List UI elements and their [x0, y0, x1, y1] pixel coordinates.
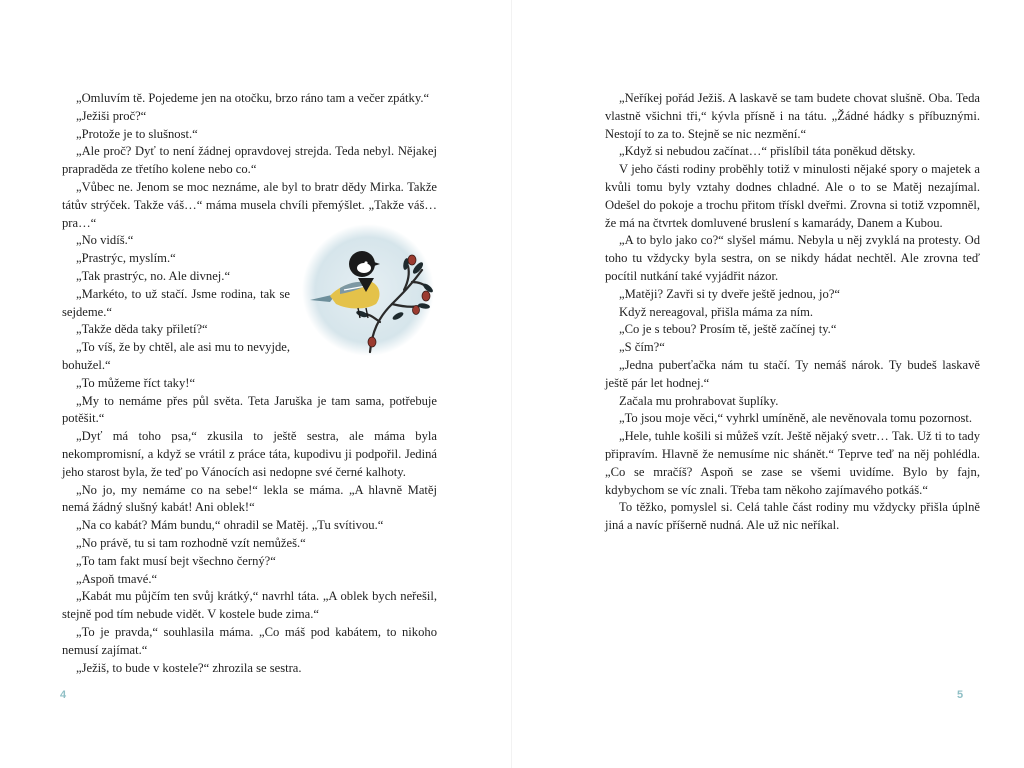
paragraph: „Vůbec ne. Jenom se moc neznáme, ale byl to bratr dědy Mirka. Takže tátův strýček. Takže váš…“ máma musela chvíli přemýšlet. „Takže váš… pra…“	[62, 179, 437, 230]
paragraph: „Kabát mu půjčím ten svůj krátký,“ navrhl táta. „A oblek bych neřešil, stejně pod tím nebude vidět. V kostele bude zima.“	[62, 589, 437, 622]
paragraph: „Ježiši proč?“	[76, 108, 147, 123]
paragraph: „S čím?“	[619, 340, 665, 355]
paragraph: „To tam fakt musí bejt všechno černý?“	[76, 553, 276, 568]
paragraph: „Jedna puberťačka nám tu stačí. Ty nemáš nárok. Ty budeš laskavě ještě pár let hodnej.“	[605, 357, 980, 390]
paragraph: „Takže děda taky přiletí?“	[76, 322, 208, 337]
bird-on-branch-illustration	[300, 222, 436, 358]
paragraph: „To můžeme říct taky!“	[76, 375, 196, 390]
right-page	[512, 0, 1024, 768]
paragraph: „Omluvím tě. Pojedeme jen na otočku, brzo ráno tam a večer zpátky.“	[76, 91, 430, 105]
paragraph: „Markéto, to už stačí. Jsme rodina, tak se sejdeme.“	[62, 286, 290, 319]
paragraph: „My to nemáme přes půl světa. Teta Jaruška je tam sama, potřebuje potěšit.“	[62, 393, 437, 426]
page-number-left: 4	[60, 689, 67, 701]
paragraph: Když nereagoval, přišla máma za ním.	[619, 304, 814, 319]
paragraph: „To jsou moje věci,“ vyhrkl umíněně, ale nevěnovala tomu pozornost.	[619, 411, 973, 426]
paragraph: V jeho části rodiny proběhly totiž v minulosti nějaké spory o majetek a kvůli tomu byly vztahy dodnes chladné. Ale o to se Matěj nezajímal. Odešel do pokoje a trochu přitom třískl dveřmi. Zrovna si totiž vzpomněl, že má na čtvrtek domluvené bruslení s kamarády, Danem a Kubou.	[605, 162, 980, 230]
paragraph: „Dyť má toho psa,“ zkusila to ještě sestra, ale máma byla nekompromisní, a když se vrátil z práce táta, kupodivu ji podpořil. Jediná jeho starost byla, že teď po Vánocích asi nedopne své černé kalhoty.	[62, 429, 437, 479]
paragraph: To těžko, pomyslel si. Celá tahle část rodiny mu vždycky přišla úplně jiná a navíc příšerně nudná. Ale už nic neříkal.	[605, 500, 980, 533]
left-page-text	[62, 90, 437, 677]
paragraph: „No jo, my nemáme co na sebe!“ lekla se máma. „A hlavně Matěj nemá žádný slušný kabát! Ani oblek!“	[62, 482, 437, 515]
paragraph: „Hele, tuhle košili si můžeš vzít. Ještě nějaký svetr… Tak. Už ti to tady připravím. Hlavně že nemusíme nic shánět.“ Teprve teď na něj pohlédla. „Co se mračíš? Aspoň se zase se všemi uvidíme. Bylo by fajn, kdybychom se víc znali. Třeba tam někoho zajímavého potkáš.“	[605, 429, 980, 497]
paragraph: „Prastrýc, myslím.“	[76, 251, 176, 266]
paragraph: „Co je s tebou? Prosím tě, ještě začínej ty.“	[619, 322, 837, 337]
paragraph: „Ale proč? Dyť to není žádnej opravdovej strejda. Teda nebyl. Nějakej prapraděda ze třetího kolene nebo co.“	[62, 144, 437, 177]
paragraph: „Ježiš, to bude v kostele?“ zhrozila se sestra.	[76, 660, 302, 675]
paragraph: „To víš, že by chtěl, ale asi mu to nevyjde, bohužel.“	[62, 340, 290, 372]
paragraph: „Aspoň tmavé.“	[76, 571, 158, 586]
paragraph: „Neříkej pořád Ježiš. A laskavě se tam budete chovat slušně. Oba. Teda vlastně všichni tři,“ kývla přísně i na tátu. „Žádné hádky s příbuznými. Nestojí to za to. Stejně se nic nezmění.“	[605, 91, 980, 141]
paragraph: „Na co kabát? Mám bundu,“ ohradil se Matěj. „Tu svítivou.“	[76, 518, 384, 533]
page-number-right: 5	[957, 689, 964, 701]
paragraph: „To je pravda,“ souhlasila máma. „Co máš pod kabátem, to nikoho nemusí zajímat.“	[62, 624, 437, 657]
paragraph: „A to bylo jako co?“ slyšel mámu. Nebyla u něj zvyklá na protesty. Od toho tu vždycky byla sestra, on se nikdy hádat nechtěl. Ale zrovna teď pocítil nutkání také vyjádřit názor.	[605, 233, 980, 283]
paragraph: „Když si nebudou začínat…“ přislíbil táta poněkud dětsky.	[619, 144, 916, 159]
paragraph: „No právě, tu si tam rozhodně vzít nemůžeš.“	[76, 535, 306, 550]
paragraph: „Matěji? Zavři si ty dveře ještě jednou, jo?“	[619, 286, 841, 301]
paragraph: „No vidíš.“	[76, 233, 134, 248]
paragraph: „Protože je to slušnost.“	[76, 126, 198, 141]
paragraph: Začala mu prohrabovat šuplíky.	[619, 393, 779, 408]
paragraph: „Tak prastrýc, no. Ale divnej.“	[76, 268, 231, 283]
right-page-text	[605, 90, 980, 535]
